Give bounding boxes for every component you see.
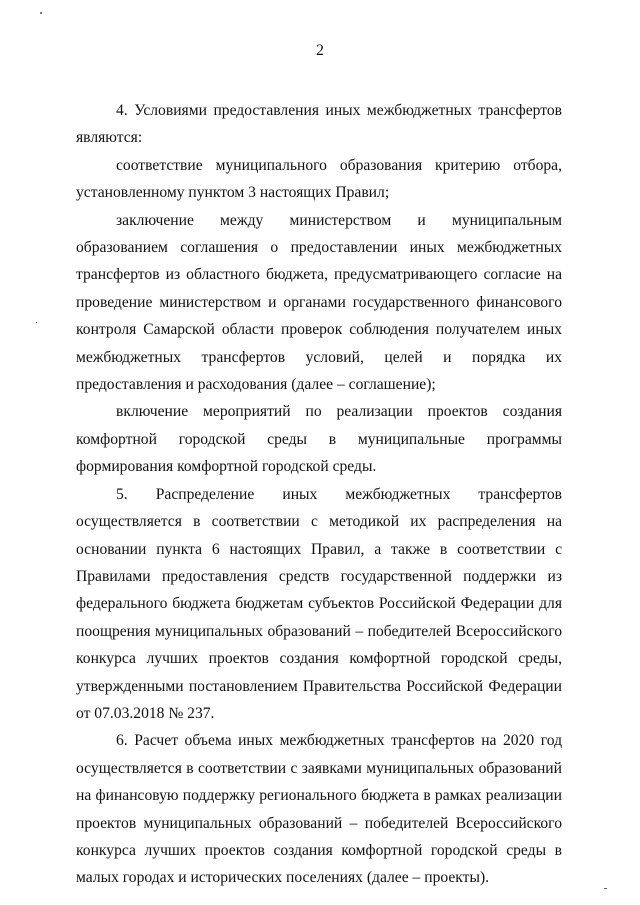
- paragraph-agreement: заключение между министерством и муниципальным образованием соглашения о предоставлении иных межбюджетных трансфертов из областного бюджета, предусматривающего согласие на проведение министерством и органами государственного финансового контроля Самарской области проверок соблюдения получателем иных межбюджетных трансфертов условий, целей и порядка их предоставления и расходования (далее – соглашение);: [76, 211, 562, 394]
- scan-speck: [36, 322, 37, 323]
- paragraph-item-5: 5. Распределение иных межбюджетных трансфертов осуществляется в соответствии с методикой их распределения на основании пункта 6 настоящих Правил, а также в соответствии с Правилами предоставления средств государственной поддержки из федерального бюджета бюджетам субъектов Российской Федерации для поощрения муниципальных образований – победителей Всероссийского конкурса лучших проектов создания комфортной городской среды, утвержденными постановлением Правительства Российской Федерации от 07.03.2018 № 237.: [76, 485, 562, 722]
- paragraph-inclusion: включение мероприятий по реализации проектов создания комфортной городской среды в муниципальные программы формирования комфортной городской среды.: [76, 403, 562, 476]
- paragraph-item-4: 4. Условиями предоставления иных межбюджетных трансфертов являются:: [76, 102, 562, 147]
- document-body: [76, 97, 562, 892]
- paragraph-item-6: 6. Расчет объема иных межбюджетных трансфертов на 2020 год осуществляется в соответствии с заявками муниципальных образований на финансовую поддержку регионального бюджета в рамках реализации проектов муниципальных образований – победителей Всероссийского конкурса лучших проектов создания комфортной городской среды в малых городах и исторических поселениях (далее – проекты).: [76, 732, 562, 887]
- scan-speck: [604, 888, 607, 889]
- page-number: 2: [316, 42, 324, 59]
- scan-speck: [40, 12, 42, 14]
- paragraph-criterion: соответствие муниципального образования критерию отбора, установленному пунктом 3 настоящих Правил;: [76, 156, 562, 202]
